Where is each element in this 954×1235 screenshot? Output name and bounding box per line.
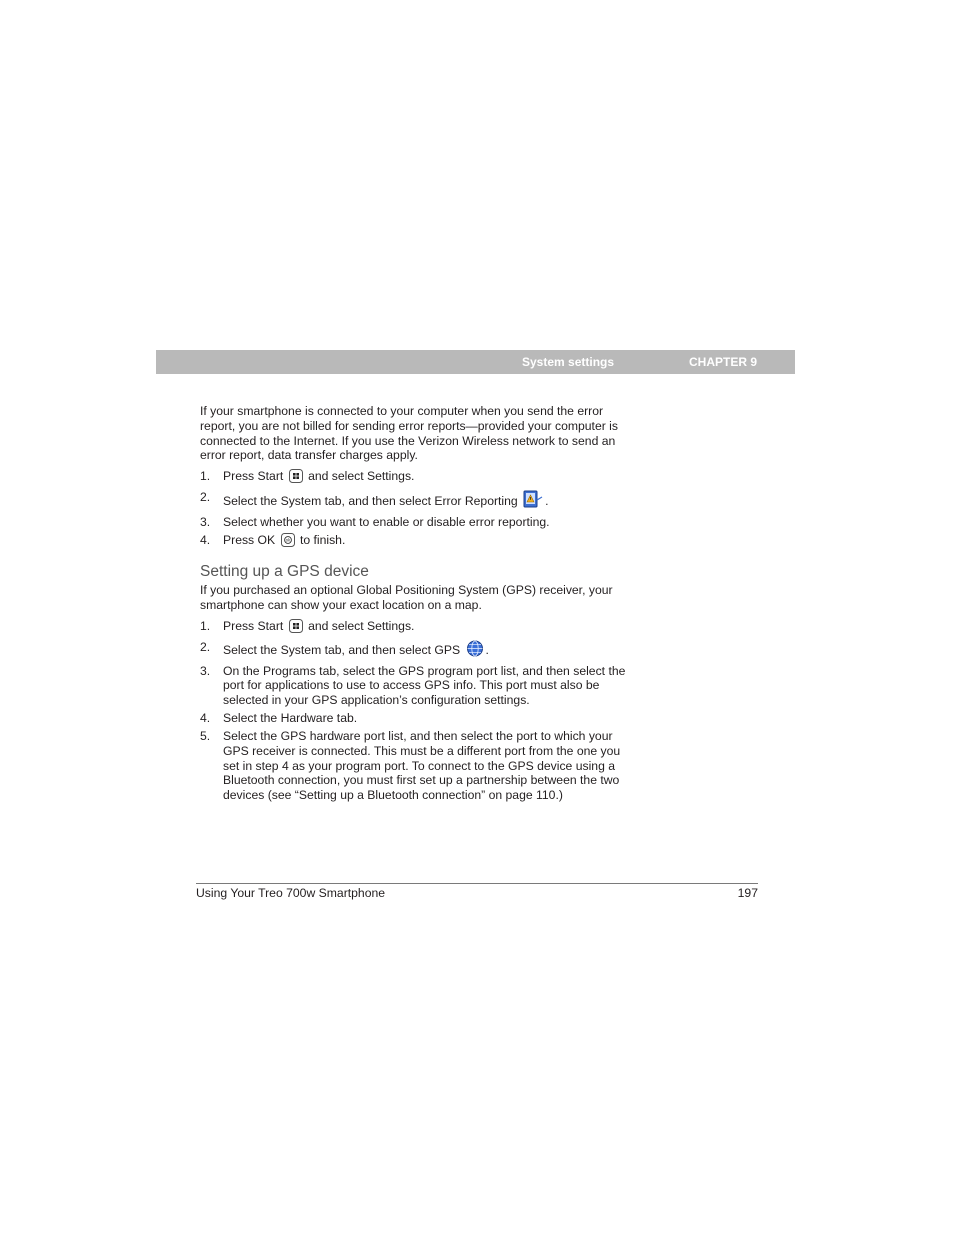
header-section-title: System settings: [522, 355, 615, 369]
step-text: and select Settings.: [308, 469, 415, 484]
step-text: Select the Hardware tab.: [223, 711, 358, 726]
step-item: [200, 515, 630, 530]
step-text: to finish.: [299, 533, 346, 548]
start-icon: [289, 469, 303, 487]
step-text: and select Settings.: [308, 618, 415, 633]
step-item: [200, 490, 630, 512]
step-number: 3.: [200, 663, 211, 678]
step-number: 1.: [200, 469, 211, 484]
footer-page-number: 197: [737, 886, 758, 900]
gps-globe-icon: [466, 640, 484, 661]
svg-text:ok: ok: [285, 537, 290, 543]
step-text: Select the System tab, and then select GPS: [223, 642, 461, 657]
step-text: .: [545, 494, 549, 509]
step-number: 3.: [200, 515, 211, 530]
step-item: [200, 469, 630, 487]
step-item: [200, 729, 630, 803]
step-item: [200, 640, 630, 661]
step-number: 2.: [200, 490, 211, 505]
step-text: .: [485, 642, 489, 657]
gps-steps: [200, 619, 630, 804]
step-item: [200, 533, 630, 551]
ok-icon: [281, 533, 295, 551]
error-reporting-steps: [200, 469, 630, 551]
step-text: Press Start: [223, 618, 284, 633]
step-number: 4.: [200, 711, 211, 726]
page-body: [200, 404, 630, 806]
intro-paragraph: If your smartphone is connected to your computer when you send the error report, you are not billed for sending error reports—provided your computer is connected to the Internet. If you use the Verizon Wireless network to send an error report, data transfer charges apply.: [200, 404, 618, 463]
gps-intro-paragraph: If you purchased an optional Global Positioning System (GPS) receiver, your smartphone can show your exact location on a map.: [200, 582, 613, 612]
running-header: [156, 350, 795, 374]
step-item: [200, 711, 630, 726]
step-item: [200, 664, 630, 708]
step-text: Press OK: [223, 533, 276, 548]
step-number: 4.: [200, 533, 211, 548]
step-text: Press Start: [223, 469, 284, 484]
step-text: Select whether you want to enable or disable error reporting.: [223, 515, 550, 530]
step-number: 1.: [200, 618, 211, 633]
header-chapter-label: CHAPTER 9: [689, 355, 758, 369]
step-number: 2.: [200, 639, 211, 654]
step-text: Select the GPS hardware port list, and then select the port to which your GPS receiver is connected. This must be a different port from the one you set in step 4 as your program port. To connect to the GPS device using a Bluetooth connection, you must first set up a partnership between the two devices (see “Setting up a Bluetooth connection” on page 110.): [223, 729, 621, 803]
error-reporting-icon: [523, 490, 543, 512]
section-heading: Setting up a GPS device: [200, 562, 369, 580]
step-item: [200, 619, 630, 637]
step-text: Select the System tab, and then select Error Reporting: [223, 494, 518, 509]
step-text: On the Programs tab, select the GPS program port list, and then select the port for applications to use to access GPS info. This port must also be selected in your GPS application’s configuration settings.: [223, 663, 626, 708]
step-number: 5.: [200, 729, 211, 744]
footer-divider: [196, 883, 758, 884]
footer-book-title: Using Your Treo 700w Smartphone: [196, 886, 386, 900]
start-icon: [289, 619, 303, 637]
